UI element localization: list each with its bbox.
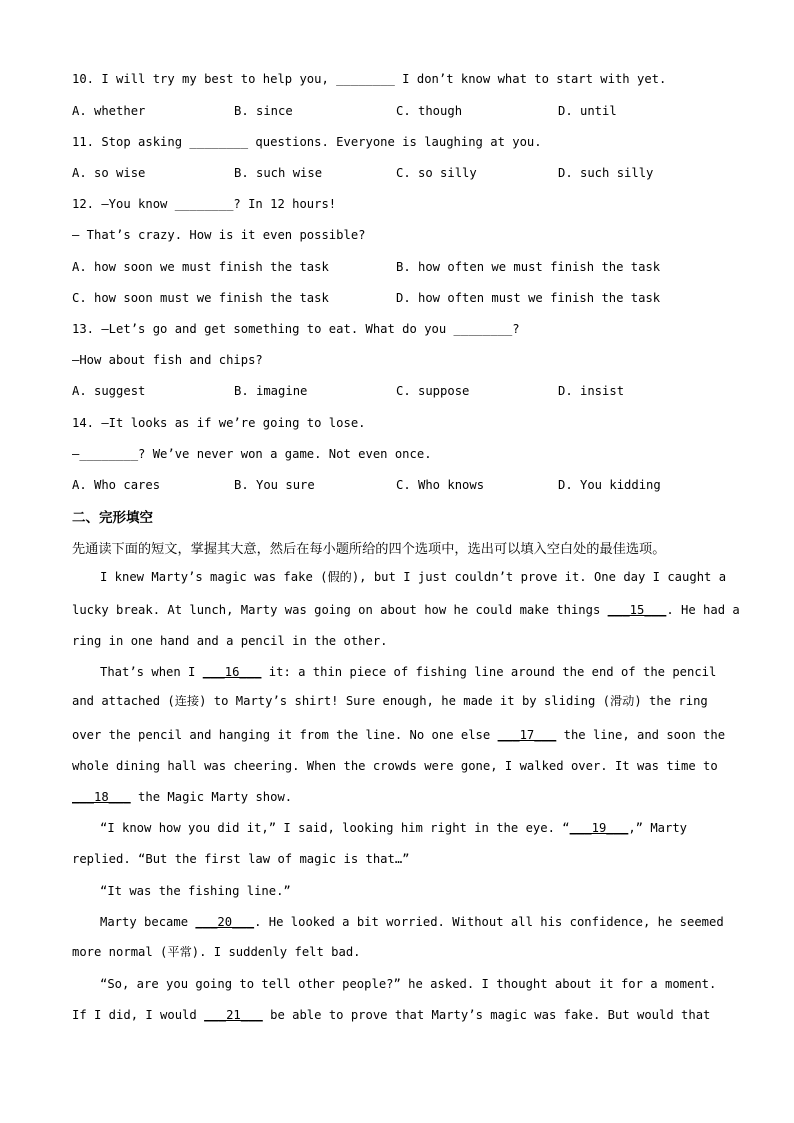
passage-line: ring in one hand and a pencil in the other. — [72, 634, 388, 648]
question-13-option-a: A. suggest — [72, 384, 146, 398]
passage-line: ___18___ the Magic Marty show. — [72, 790, 293, 804]
question-14-stem: 14. —It looks as if we’re going to lose. — [72, 416, 366, 430]
passage-line: If I did, I would ___21___ be able to prove that Marty’s magic was fake. But would that — [72, 1008, 711, 1022]
blank-18[interactable]: ___18___ — [72, 790, 131, 804]
question-14-option-d: D. You kidding — [558, 478, 661, 492]
question-13-stem: 13. —Let’s go and get something to eat. What do you ________? — [72, 322, 520, 336]
section-heading: 二、完形填空 — [72, 510, 153, 526]
blank-16[interactable]: ___16___ — [202, 665, 262, 679]
question-12-response: — That’s crazy. How is it even possible? — [72, 228, 366, 242]
question-11-stem: 11. Stop asking ________ questions. Everyone is laughing at you. — [72, 135, 542, 149]
passage-line: lucky break. At lunch, Marty was going on about how he could make things ___15___. He had a — [72, 603, 740, 617]
question-11-option-c: C. so silly — [396, 166, 477, 180]
question-10-option-d: D. until — [558, 104, 617, 118]
passage-line: whole dining hall was cheering. When the crowds were gone, I walked over. It was time to — [72, 759, 718, 773]
question-11-option-a: A. so wise — [72, 166, 146, 180]
passage-line: “It was the fishing line.” — [100, 884, 291, 898]
passage-line: replied. “But the first law of magic is that…” — [72, 852, 410, 866]
blank-15[interactable]: ___15___ — [607, 603, 667, 617]
question-12-option-a: A. how soon we must finish the task — [72, 260, 329, 274]
question-10-option-c: C. though — [396, 104, 463, 118]
question-12-option-b: B. how often we must finish the task — [396, 260, 661, 274]
question-10-option-b: B. since — [234, 104, 293, 118]
question-12-option-d: D. how often must we finish the task — [396, 291, 661, 305]
question-11-option-b: B. such wise — [234, 166, 323, 180]
question-13-option-b: B. imagine — [234, 384, 308, 398]
passage-line: and attached (连接) to Marty’s shirt! Sure enough, he made it by sliding (滑动) the ring — [72, 694, 708, 708]
passage-line: “I know how you did it,” I said, looking him right in the eye. “___19___,” Marty — [100, 821, 688, 835]
question-10-option-a: A. whether — [72, 104, 146, 118]
question-10-stem: 10. I will try my best to help you, ________ I don’t know what to start with yet. — [72, 72, 667, 86]
passage-line: more normal (平常). I suddenly felt bad. — [72, 945, 361, 959]
section-instruction: 先通读下面的短文，掌握其大意，然后在每小题所给的四个选项中，选出可以填入空白处的最佳选项。 — [72, 542, 666, 557]
question-13-option-d: D. insist — [558, 384, 625, 398]
question-13-option-c: C. suppose — [396, 384, 470, 398]
blank-19[interactable]: ___19___ — [569, 821, 629, 835]
question-12-option-c: C. how soon must we finish the task — [72, 291, 329, 305]
question-14-option-c: C. Who knows — [396, 478, 485, 492]
passage-line: That’s when I ___16___ it: a thin piece of fishing line around the end of the pencil — [100, 665, 717, 679]
question-14-option-a: A. Who cares — [72, 478, 161, 492]
passage-line: I knew Marty’s magic was fake (假的), but I just couldn’t prove it. One day I caught a — [100, 570, 727, 584]
question-14-response: —________? We’ve never won a game. Not even once. — [72, 447, 432, 461]
question-12-stem: 12. —You know ________? In 12 hours! — [72, 197, 337, 211]
question-14-option-b: B. You sure — [234, 478, 315, 492]
blank-20[interactable]: ___20___ — [195, 915, 255, 929]
passage-line: Marty became ___20___. He looked a bit worried. Without all his confidence, he seemed — [100, 915, 724, 929]
question-13-response: —How about fish and chips? — [72, 353, 263, 367]
blank-17[interactable]: ___17___ — [497, 728, 557, 742]
blank-21[interactable]: ___21___ — [204, 1008, 263, 1022]
passage-line: over the pencil and hanging it from the line. No one else ___17___ the line, and soon the — [72, 728, 726, 742]
passage-line: “So, are you going to tell other people?” he asked. I thought about it for a moment. — [100, 977, 717, 991]
question-11-option-d: D. such silly — [558, 166, 654, 180]
